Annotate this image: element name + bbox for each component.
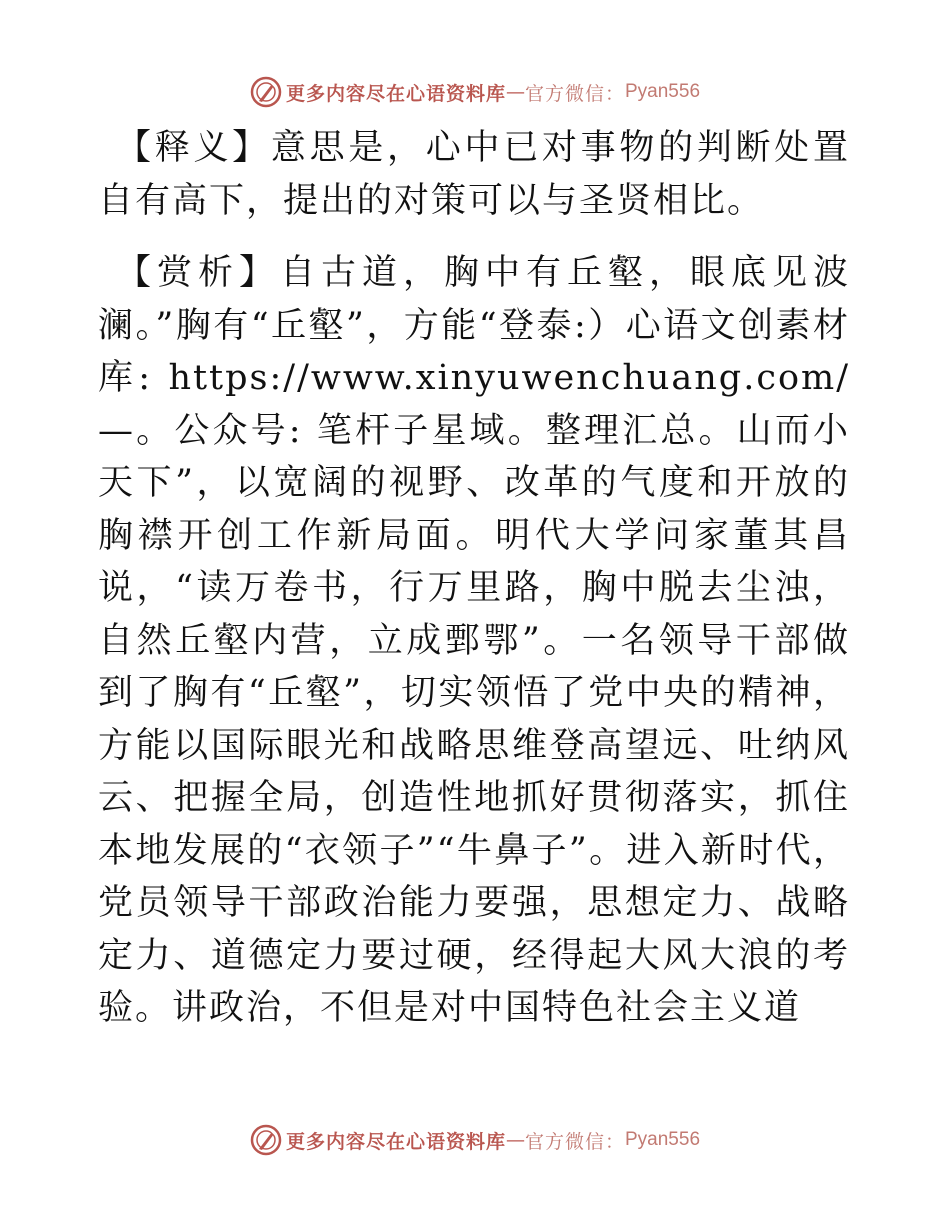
document-body [98, 122, 850, 1035]
header-wechat-label: 官方微信： [524, 82, 625, 105]
header-separator: — [505, 81, 525, 103]
quill-seal-logo-icon [250, 1124, 282, 1156]
quill-seal-logo-icon [250, 76, 282, 108]
header-wechat-id: Pyan556 [625, 81, 701, 102]
footer-banner [0, 1120, 950, 1160]
header-banner [0, 72, 950, 112]
footer-separator: — [505, 1129, 525, 1151]
header-brand-text: 更多内容尽在心语资料库 [285, 82, 506, 105]
footer-brand-text: 更多内容尽在心语资料库 [285, 1130, 506, 1153]
paragraph-definition: 【释义】意思是，心中已对事物的判断处置自有高下，提出的对策可以与圣贤相比。 [98, 128, 850, 221]
footer-wechat-label: 官方微信： [524, 1130, 625, 1153]
footer-wechat-id: Pyan556 [625, 1129, 701, 1150]
paragraph-analysis: 【赏析】自古道，胸中有丘壑，眼底见波澜。”胸有“丘壑”，方能“登泰:）心语文创素材库: https://www.xinyuwenchuang.com/—。公众号: 笔杆子星域。整理汇总。山而小天下”，以宽阔的视野、改革的气度和开放的胸襟开创工作新局面。明代大学问家董其昌说，“读万卷书，行万里路，胸中脱去尘浊，自然丘壑内营，立成鄄鄂”。一名领导干部做到了胸有“丘壑”，切实领悟了党中央的精神，方能以国际眼光和战略思维登高望远、吐纳风云、把握全局，创造性地抓好贯彻落实，抓住本地发展的“衣领子”“牛鼻子”。进入新时代，党员领导干部政治能力要强，思想定力、战略定力、道德定力要过硬，经得起大风大浪的考验。讲政治，不但是对中国特色社会主义道 [98, 253, 850, 1028]
